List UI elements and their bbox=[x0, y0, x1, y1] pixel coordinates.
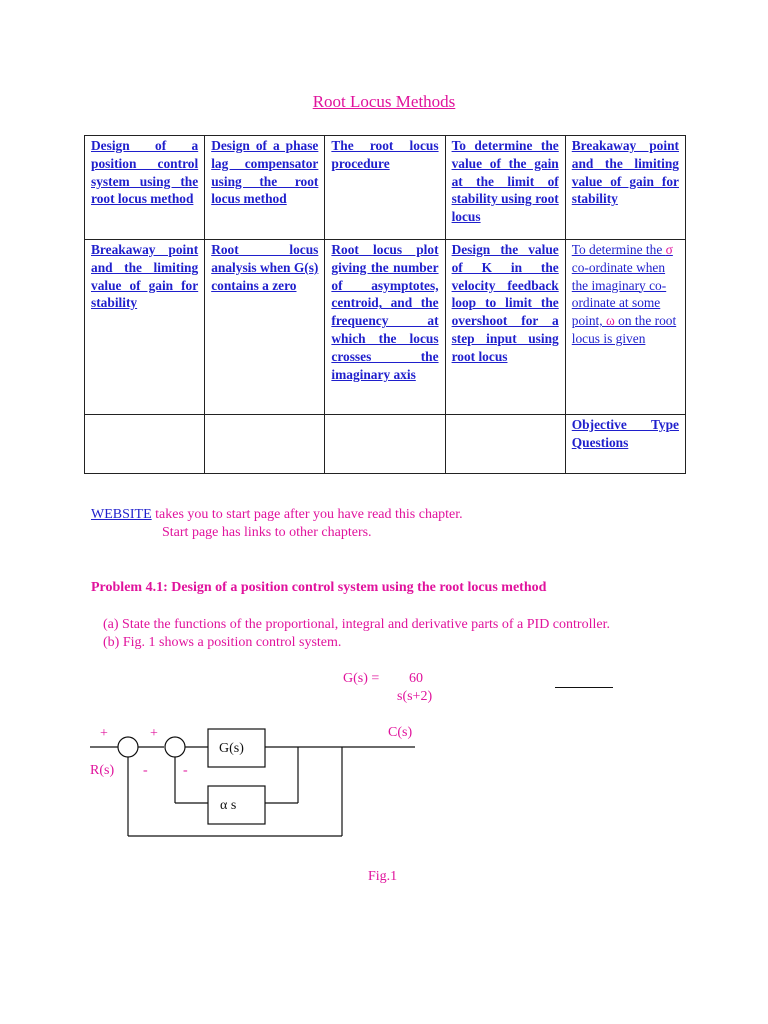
start-page-text: Start page has links to other chapters. bbox=[162, 525, 372, 540]
toc-link[interactable]: Breakaway point and the limiting value of gain for stability bbox=[91, 242, 199, 311]
toc-link[interactable]: Design of a phase lag compensator using the root locus method bbox=[211, 138, 319, 207]
omega-symbol: ω bbox=[605, 313, 615, 329]
plus-sign-1: + bbox=[100, 726, 108, 741]
minus-sign-1: - bbox=[143, 763, 148, 778]
alpha-s-block-label: α s bbox=[220, 798, 237, 813]
equation-denominator: s(s+2) bbox=[397, 689, 433, 704]
equation-lhs: G(s) = bbox=[343, 671, 380, 686]
toc-link[interactable]: The root locus procedure bbox=[331, 138, 439, 171]
toc-link[interactable]: Objective Type Questions bbox=[571, 417, 679, 450]
alpha-s-block bbox=[208, 786, 265, 824]
toc-link[interactable]: Root locus analysis when G(s) contains a zero bbox=[211, 242, 319, 293]
toc-link[interactable]: Design of a position control system using the root locus method bbox=[91, 138, 199, 207]
problem-heading: Problem 4.1: Design of a position control system using the root locus method bbox=[91, 580, 547, 595]
figure-caption: Fig.1 bbox=[368, 869, 398, 884]
website-link[interactable]: WEBSITE bbox=[91, 507, 152, 522]
equation-numerator: 60 bbox=[409, 671, 423, 686]
part-a-text: (a) State the functions of the proportional, integral and derivative parts of a PID controller. bbox=[103, 617, 610, 632]
link-text: co-ordinate when the imaginary co-ordinate at some point, bbox=[571, 259, 667, 329]
link-text: To determine the bbox=[571, 242, 666, 257]
toc-link[interactable]: Breakaway point and the limiting value of gain for stability bbox=[571, 138, 679, 207]
gs-block-label: G(s) bbox=[219, 741, 244, 756]
toc-link[interactable]: Design the value of K in the velocity feedback loop to limit the overshoot for a step input using root locus bbox=[451, 242, 559, 364]
page-title: Root Locus Methods bbox=[312, 92, 456, 111]
toc-link[interactable]: To determine the value of the gain at the limit of stability using root locus bbox=[451, 138, 559, 225]
summing-junction-1 bbox=[118, 737, 138, 757]
summing-junction-2 bbox=[165, 737, 185, 757]
minus-sign-2: - bbox=[183, 763, 188, 778]
output-label: C(s) bbox=[388, 725, 413, 740]
toc-link[interactable]: Root locus plot giving the number of asymptotes, centroid, and the frequency at which the locus crosses the imaginary axis bbox=[331, 242, 439, 382]
website-text: takes you to start page after you have read this chapter. bbox=[151, 507, 463, 522]
sigma-symbol: σ bbox=[665, 242, 673, 257]
plus-sign-2: + bbox=[150, 726, 158, 741]
link-text: on the root locus is given bbox=[571, 313, 677, 346]
part-b-text: (b) Fig. 1 shows a position control system. bbox=[103, 635, 342, 650]
input-label: R(s) bbox=[90, 763, 115, 778]
